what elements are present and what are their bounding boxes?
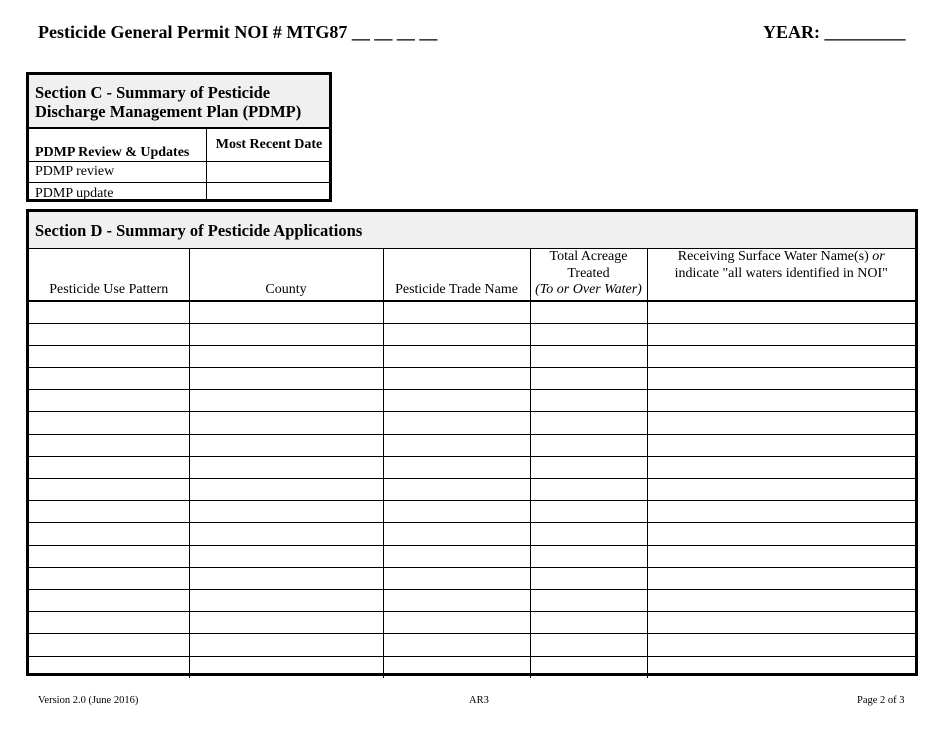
cell-acreage[interactable] [530,479,647,501]
cell-acreage[interactable] [530,656,647,678]
section-d-table [26,209,918,676]
table-row [29,456,915,478]
section-d-heading: Section D - Summary of Pesticide Applications [29,212,915,249]
cell-acreage[interactable] [530,589,647,611]
section-c-table [26,72,332,202]
cell-receiving-water[interactable] [647,412,915,434]
cell-county[interactable] [189,656,383,678]
cell-use-pattern[interactable] [29,479,189,501]
table-row [29,545,915,567]
cell-use-pattern[interactable] [29,523,189,545]
cell-use-pattern[interactable] [29,368,189,390]
cell-county[interactable] [189,301,383,324]
cell-receiving-water[interactable] [647,501,915,523]
cell-county[interactable] [189,368,383,390]
row-divider [29,161,329,162]
cell-trade-name[interactable] [383,479,530,501]
footer-version: Version 2.0 (June 2016) [38,695,139,706]
cell-acreage[interactable] [530,501,647,523]
cell-county[interactable] [189,345,383,367]
cell-receiving-water[interactable] [647,612,915,634]
cell-trade-name[interactable] [383,589,530,611]
cell-receiving-water[interactable] [647,368,915,390]
table-row [29,323,915,345]
cell-county[interactable] [189,323,383,345]
table-row [29,434,915,456]
cell-trade-name[interactable] [383,545,530,567]
cell-receiving-water[interactable] [647,434,915,456]
pdmp-review-label: PDMP review [35,164,115,179]
cell-receiving-water[interactable] [647,589,915,611]
cell-county[interactable] [189,390,383,412]
cell-county[interactable] [189,412,383,434]
section-c-heading: Section C - Summary of Pesticide Discharge Management Plan (PDMP) [29,75,329,129]
col-use-pattern: Pesticide Use Pattern [29,249,189,301]
cell-use-pattern[interactable] [29,412,189,434]
cell-use-pattern[interactable] [29,301,189,324]
cell-county[interactable] [189,501,383,523]
cell-use-pattern[interactable] [29,656,189,678]
cell-county[interactable] [189,567,383,589]
cell-acreage[interactable] [530,434,647,456]
year-field-label: YEAR: _________ [763,22,906,42]
cell-use-pattern[interactable] [29,501,189,523]
cell-receiving-water[interactable] [647,634,915,656]
cell-county[interactable] [189,479,383,501]
cell-trade-name[interactable] [383,345,530,367]
pdmp-review-updates-header: PDMP Review & Updates [35,145,190,160]
cell-trade-name[interactable] [383,634,530,656]
cell-county[interactable] [189,456,383,478]
cell-trade-name[interactable] [383,390,530,412]
table-row [29,301,915,324]
cell-trade-name[interactable] [383,412,530,434]
cell-trade-name[interactable] [383,456,530,478]
footer-form-id: AR3 [469,695,489,706]
cell-trade-name[interactable] [383,656,530,678]
col-county: County [189,249,383,301]
cell-receiving-water[interactable] [647,545,915,567]
cell-county[interactable] [189,634,383,656]
cell-receiving-water[interactable] [647,323,915,345]
row-divider [29,182,329,183]
cell-receiving-water[interactable] [647,523,915,545]
cell-acreage[interactable] [530,612,647,634]
cell-use-pattern[interactable] [29,456,189,478]
cell-receiving-water[interactable] [647,456,915,478]
most-recent-date-header: Most Recent Date [215,137,323,152]
cell-acreage[interactable] [530,456,647,478]
cell-acreage[interactable] [530,634,647,656]
cell-acreage[interactable] [530,412,647,434]
cell-trade-name[interactable] [383,323,530,345]
cell-trade-name[interactable] [383,301,530,324]
cell-receiving-water[interactable] [647,301,915,324]
col-trade-name: Pesticide Trade Name [383,249,530,301]
table-row [29,412,915,434]
col-acreage: Total Acreage Treated (To or Over Water) [530,249,647,301]
cell-receiving-water[interactable] [647,479,915,501]
table-row [29,589,915,611]
cell-trade-name[interactable] [383,612,530,634]
cell-use-pattern[interactable] [29,612,189,634]
table-row [29,523,915,545]
table-row [29,501,915,523]
cell-county[interactable] [189,434,383,456]
cell-trade-name[interactable] [383,368,530,390]
cell-use-pattern[interactable] [29,434,189,456]
footer-page-number: Page 2 of 3 [857,695,905,706]
table-row [29,634,915,656]
cell-county[interactable] [189,523,383,545]
cell-receiving-water[interactable] [647,567,915,589]
cell-receiving-water[interactable] [647,656,915,678]
cell-acreage[interactable] [530,567,647,589]
cell-trade-name[interactable] [383,501,530,523]
cell-acreage[interactable] [530,390,647,412]
cell-use-pattern[interactable] [29,390,189,412]
cell-acreage[interactable] [530,301,647,324]
cell-county[interactable] [189,589,383,611]
pdmp-update-label: PDMP update [35,186,114,201]
cell-acreage[interactable] [530,545,647,567]
form-title: Pesticide General Permit NOI # MTG87 __ __ __ __ [38,22,438,42]
cell-acreage[interactable] [530,368,647,390]
cell-use-pattern[interactable] [29,634,189,656]
cell-use-pattern[interactable] [29,545,189,567]
col-receiving-water: Receiving Surface Water Name(s) or indicate "all waters identified in NOI" [647,249,915,301]
cell-receiving-water[interactable] [647,345,915,367]
cell-trade-name[interactable] [383,434,530,456]
cell-trade-name[interactable] [383,523,530,545]
table-row [29,368,915,390]
applications-table [29,249,915,678]
table-row [29,390,915,412]
cell-county[interactable] [189,612,383,634]
table-row [29,612,915,634]
cell-trade-name[interactable] [383,567,530,589]
table-row [29,656,915,678]
cell-receiving-water[interactable] [647,390,915,412]
column-divider [206,129,207,199]
table-row [29,479,915,501]
cell-acreage[interactable] [530,345,647,367]
cell-acreage[interactable] [530,323,647,345]
table-header-row [29,249,915,301]
cell-use-pattern[interactable] [29,323,189,345]
cell-use-pattern[interactable] [29,567,189,589]
cell-county[interactable] [189,545,383,567]
cell-use-pattern[interactable] [29,589,189,611]
cell-acreage[interactable] [530,523,647,545]
table-row [29,345,915,367]
table-row [29,567,915,589]
cell-use-pattern[interactable] [29,345,189,367]
